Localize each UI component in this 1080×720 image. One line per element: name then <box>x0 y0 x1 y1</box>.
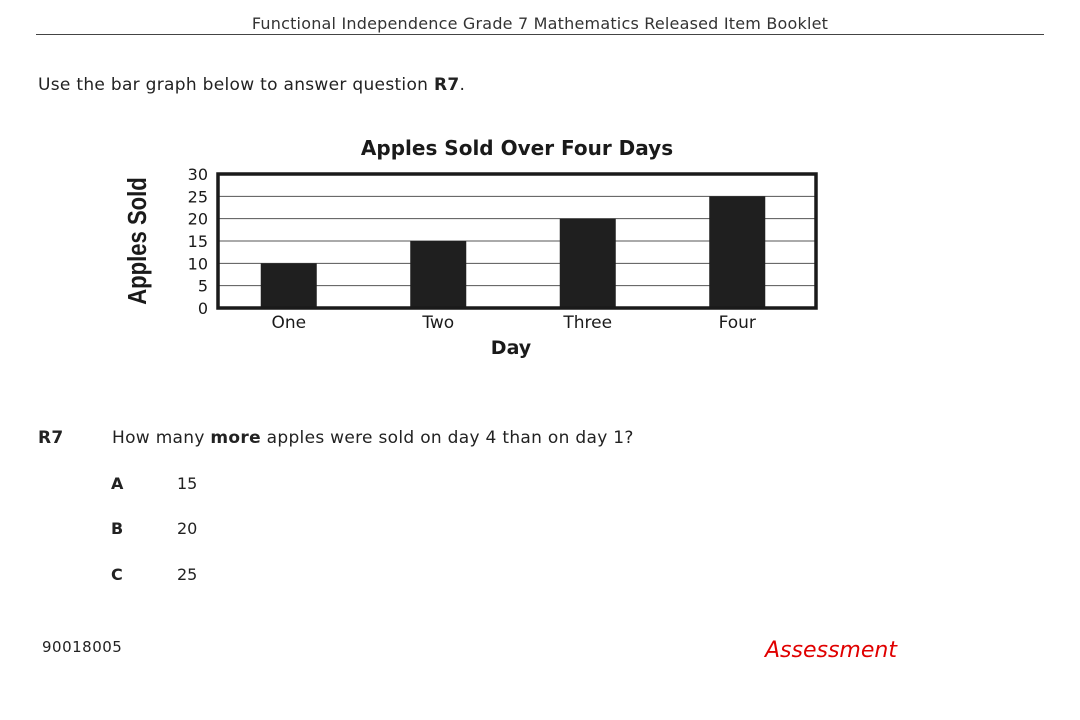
option-letter: C <box>111 565 123 584</box>
y-tick-label: 10 <box>187 254 208 274</box>
option-letter: A <box>111 474 124 493</box>
question-text-after: apples were sold on day 4 than on day 1? <box>260 428 634 448</box>
intro-text-before: Use the bar graph below to answer question <box>38 75 434 95</box>
option-value: 20 <box>177 519 198 538</box>
assessment-watermark: Assessment <box>765 638 897 663</box>
y-tick-label: 25 <box>187 187 208 207</box>
question-text-before: How many <box>112 428 211 448</box>
intro-text-after: . <box>459 75 466 95</box>
option-b[interactable] <box>111 519 197 538</box>
booklet-header-title: Functional Independence Grade 7 Mathematics Released Item Booklet <box>251 14 829 33</box>
chart-title: Apples Sold Over Four Days <box>360 136 674 160</box>
bar-chart <box>110 128 850 373</box>
bar-two <box>410 241 466 308</box>
y-tick-label: 0 <box>197 299 208 318</box>
x-axis-label: Day <box>490 337 532 359</box>
y-axis-label: Apples Sold <box>123 177 153 305</box>
x-tick-label: Three <box>563 313 613 333</box>
option-value: 25 <box>177 565 198 584</box>
bar-four <box>709 196 765 308</box>
bar-one <box>261 263 317 308</box>
y-tick-label: 15 <box>187 232 208 251</box>
intro-question-ref: R7 <box>433 75 460 95</box>
question-r7 <box>38 428 634 448</box>
option-value: 15 <box>177 474 198 493</box>
item-id: 90018005 <box>42 638 123 656</box>
y-tick-label: 20 <box>187 209 208 229</box>
question-emphasis: more <box>210 428 261 448</box>
intro-instruction <box>38 75 465 95</box>
option-a[interactable] <box>111 474 197 493</box>
x-tick-label: One <box>271 313 307 333</box>
header-divider <box>36 34 1044 35</box>
bar-chart-svg <box>110 128 850 373</box>
x-tick-label: Four <box>718 313 756 333</box>
option-c[interactable] <box>111 565 197 584</box>
y-tick-label: 5 <box>197 276 208 296</box>
question-number: R7 <box>38 428 64 448</box>
question-stem <box>112 428 634 448</box>
bar-three <box>560 219 616 308</box>
option-letter: B <box>111 519 124 538</box>
x-tick-label: Two <box>422 313 455 333</box>
y-tick-label: 30 <box>187 165 208 184</box>
